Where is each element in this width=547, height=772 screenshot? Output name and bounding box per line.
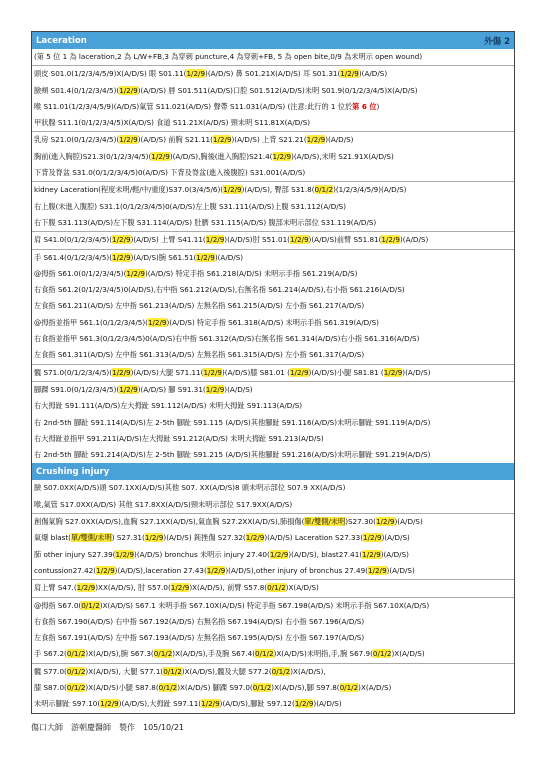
laceration-code-line: 右食指 S61.2(0/1/2/3/4/5)0(A/D/S),右中指 S61.212(A/D/S),右無名指 S61.214(A/D/S),右小指 S61.216(A/D/S) [34,285,405,295]
crushing-code-line: 手 S67.2(0/1/2)X(A/D/S),腕 S67.3(0/1/2)X(A/D/S),手及腕 S67.4(0/1/2)X(A/D/S)未明指,手,腕 S67.9(0/1/2)X(A/D/S) [34,649,425,659]
sheet-tag: 外傷 2 [484,36,510,47]
laceration-code-line: 頭皮 S01.0(1/2/3/4/5/9)X(A/D/S) 眼 S01.11(1/2/9)(A/D/S) 鼻 S01.21X(A/D/S) 耳 S01.31(1/2/9)(A/D/S) [32,65,514,82]
laceration-code-line: 腳踝 S91.0(0/1/2/3/4/5)(1/2/9)(A/D/S) 腳 S91.31(1/2/9)(A/D/S) [32,381,514,398]
laceration-code-line: 臉頰 S01.4(0/1/2/3/4/5)(1/2/9)(A/D/S) 唇 S01.511(A/D/S)口腔 S01.512(A/D/S)未明 S01.9(0/1/2/3/4/5)X(A/D/S) [34,85,418,95]
crushing-code-line: 右食指 S67.190(A/D/S) 右中指 S67.192(A/D/S) 右無名指 S67.194(A/D/S) 右小指 S67.196(A/D/S) [34,616,365,626]
crushing-code-line: 髖 S77.0(0/1/2)X(A/D/S), 大腿 S77.1(0/1/2)X(A/D/S),髖及大腿 S77.2(0/1/2)X(A/D/S), [32,663,514,680]
laceration-code-line: @拇指並指甲 S61.1(0/1/2/3/4/5)(1/2/9)(A/D/S) 特定手指 S61.318(A/D/S) 未明示手指 S61.319(A/D/S) [34,317,379,327]
laceration-code-line: 甲狀腺 S11.1(0/1/2/3/4/5)X(A/D/S) 食道 S11.21X(A/D/S) 頸未明 S11.81X(A/D/S) [34,118,311,128]
laceration-code-line: 髖 S71.0(0/1/2/3/4/5)(1/2/9)(A/D/S)大腿 S71.11(1/2/9)(A/D/S)膝 S81.01 (1/2/9)(A/D/S)小腿 S81.81 (1/2/9)(A/D/S) [32,364,514,381]
laceration-code-line: 手 S61.4(0/1/2/3/4/5)(1/2/9)(A/D/S)腕 S61.51(1/2/9)(A/D/S) [32,249,514,266]
crushing-code-line: contussion27.42(1/2/9)(A/D/S),laceration 27.43(1/2/9)(A/D/S),other injury of bronchus 27.49(1/2/9)(A/D/S) [34,565,415,575]
footer-credit: 傷口大師 游朝慶醫師 製作 105/10/21 [31,723,185,732]
crushing-code-line: 創傷氣胸 S27.0XX(A/D/S),血胸 S27.1XX(A/D/S),氣血胸 S27.2XX(A/D/S),肺損傷(單/雙側/未明)S27.30(1/2/9)(A/D/S) [32,513,514,530]
laceration-code-line: 左食指 S61.311(A/D/S) 左中指 S61.313(A/D/S) 左無名指 S61.315(A/D/S) 左小指 S61.317(A/D/S) [34,350,365,360]
crushing-section [32,480,514,712]
laceration-code-line: 右 2nd-5th 腳趾 S91.214(A/D/S)左 2-5th 腳趾 S91.215 (A/D/S)其他腳趾 S91.216(A/D/S)未明示腳趾 S91.219(A/D/S) [34,450,431,460]
laceration-code-line: 右食指並指甲 S61.3(0/1/2/3/4/5)0(A/D/S)右中指 S61.312(A/D/S)右無名指 S61.314(A/D/S)右小指 S61.316(A/D/S) [34,334,420,344]
code-sheet [31,31,515,714]
laceration-section [32,49,514,463]
crushing-header [32,463,514,480]
crushing-code-line: 未明示腳趾 S97.10(1/2/9)(A/D/S),大拇趾 S97.11(1/2/9)(A/D/S),腳趾 S97.12(1/2/9)(A/D/S) [34,699,342,709]
laceration-code-line: @拇指 S61.0(0/1/2/3/4/5)(1/2/9)(A/D/S) 特定手指 S61.218(A/D/S) 未明示手指 S61.219(A/D/S) [34,268,358,278]
laceration-code-line: 右大拇趾並指甲 S91.211(A/D/S)左大拇趾 S91.212(A/D/S) 未明大拇趾 S91.213(A/D/S) [34,433,324,443]
laceration-code-line: 肩 S41.0(0/1/2/3/4/5)(1/2/9)(A/D/S) 上臂 S41.11(1/2/9)(A/D/S)肘 S51.01(1/2/9)(A/D/S)前臂 S51.81(1/2/9)(A/D/S) [32,231,514,248]
laceration-code-line: 下背及脊盆 S31.0(0/1/2/3/4/5)0(A/D/S) 下背及脊盆(進入後腹腔) S31.001(A/D/S) [34,168,306,178]
laceration-code-line: 右大拇趾 S91.111(A/D/S)左大拇趾 S91.112(A/D/S) 未明大拇趾 S91.113(A/D/S) [34,401,303,411]
crushing-code-line: @拇指 S67.0(0/1/2)X(A/D/S) S67.1 未明手指 S67.10X(A/D/S) 特定手指 S67.198(A/D/S) 未明示手指 S67.10X(A/D/S) [32,597,514,614]
crushing-code-line: 肩上臂 S47.(1/2/9)XX(A/D/S), 肘 S57.0(1/2/9)X(A/D/S), 前臂 S57.8(0/1/2)X(A/D/S) [32,579,514,596]
laceration-code-line: (第 5 位 1 為 laceration,2 為 L/W+FB,3 為穿刺 puncture,4 為穿刺+FB, 5 為 open bite,0/9 為未明示 open wound) [34,52,423,61]
crushing-code-line: 膝 S87.0(0/1/2)X(A/D/S)小腿 S87.8(0/1/2)X(A/D/S) 腳踝 S97.0(0/1/2)X(A/D/S),腳 S97.8(0/1/2)X(A/D/S) [34,682,392,692]
laceration-code-line: 右 2nd-5th 腳趾 S91.114(A/D/S)左 2-5th 腳趾 S91.115 (A/D/S)其他腳趾 S91.116(A/D/S)未明示腳趾 S91.119(A/D/S) [34,417,431,427]
laceration-code-line: 乳房 S21.0(0/1/2/3/4/5)(1/2/9)(A/D/S) 前胸 S21.11(1/2/9)(A/D/S) 上背 S21.21(1/2/9)(A/D/S) [32,131,514,148]
laceration-code-line: 右下腹 S31.113(A/D/S)左下腹 S31.114(A/D/S) 肚臍 S31.115(A/D/S) 腹部未明示部位 S31.119(A/D/S) [34,217,377,227]
laceration-code-line: 右上腹(未進入腹腔) S31.1(0/1/2/3/4/5)0(A/D/S)左上腹 S31.111(A/D/S)上腹 S31.112(A/D/S) [34,201,347,211]
laceration-code-line: kidney Laceration(程度未明/輕/中/重度)S37.0(3/4/5/6)(1/2/9)(A/D/S), 臀部 S31.8(0/1/2)(1/2/3/4/5/9)(A/D/S) [32,181,514,198]
laceration-title: Laceration [36,35,87,46]
crushing-code-line: 喉,氣管 S17.0XX(A/D/S) 其他 S17.8XX(A/D/S)頸未明示部位 S17.9XX(A/D/S) [34,499,293,509]
laceration-header [32,32,514,49]
laceration-code-line: 胸前(進入胸腔)S21.3(0/1/2/3/4/5)(1/2/9)(A/D/S),胸後(進入胸腔)S21.4(1/2/9)(A/D/S),未明 S21.91X(A/D/S) [34,151,394,161]
crushing-title: Crushing injury [36,466,110,477]
laceration-code-line: 左食指 S61.211(A/D/S) 左中指 S61.213(A/D/S) 左無名指 S61.215(A/D/S) 左小指 S61.217(A/D/S) [34,301,365,311]
crushing-code-line: 肺 other injury S27.39(1/2/9)(A/D/S) bronchus 未明示 injury 27.40(1/2/9)(A/D/S), blast27.41(1/2/9)(A/D/S) [34,549,409,559]
crushing-code-line: 氣爆 blast(單/雙側/未明) S27.31(1/2/9)(A/D/S) 鈍挫傷 S27.32(1/2/9)(A/D/S) Laceration S27.33(1/2/9)(A/D/S) [34,533,410,543]
crushing-code-line: 左食指 S67.191(A/D/S) 左中指 S67.193(A/D/S) 左無名指 S67.195(A/D/S) 左小指 S67.197(A/D/S) [34,633,365,643]
crushing-code-line: 臉 S07.0XX(A/D/S)頭 S07.1XX(A/D/S)其他 S07. XX(A/D/S)8 頭未明示部位 S07.9 XX(A/D/S) [34,483,346,493]
laceration-code-line: 喉 S11.01(1/2/3/4/5/9)(A/D/S)氣管 S11.021(A/D/S) 聲帶 S11.031(A/D/S) (注意:此行的 1 位於第 6 位) [34,101,380,111]
